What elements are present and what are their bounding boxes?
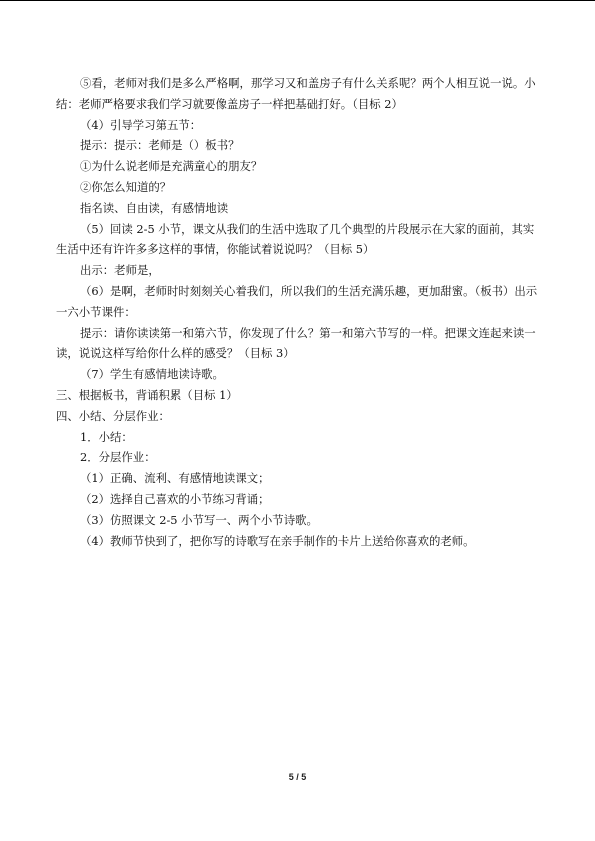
page-number: 5 / 5 xyxy=(288,772,307,782)
section-heading: 四、小结、分层作业： xyxy=(56,408,170,423)
paragraph: （6）是啊，老师时时刻刻关心着我们，所以我们的生活充满乐趣，更加甜蜜。（板书）出示一六小节课件： xyxy=(56,283,538,319)
list-item: （4）教师节快到了，把你写的诗歌写在亲手制作的卡片上送给你喜欢的老师。 xyxy=(80,533,475,548)
paragraph: ②你怎么知道的？ xyxy=(80,179,172,194)
paragraph: （7）学生有感情地读诗歌。 xyxy=(80,367,224,382)
list-item: 1．小结： xyxy=(80,429,133,444)
list-item: 2．分层作业： xyxy=(80,450,156,465)
paragraph: 指名读、自由读，有感情地读 xyxy=(80,200,229,215)
paragraph: ⑤看，老师对我们是多么严格啊，那学习又和盖房子有什么关系呢？两个人相互说一说。小结：老师严格要求我们学习就要像盖房子一样把基础打好。（目标 2） xyxy=(56,76,536,111)
header-rule xyxy=(0,0,595,1)
list-item: （3）仿照课文 2-5 小节写一、两个小节诗歌。 xyxy=(80,512,318,527)
paragraph: （5）回读 2-5 小节，课文从我们的生活中选取了几个典型的片段展示在大家的面前，其实生活中还有许许多多这样的事情，你能试着说说吗？（目标 5） xyxy=(56,221,535,257)
list-item: （2）选择自己喜欢的小节练习背诵； xyxy=(80,491,270,506)
paragraph: （4）引导学习第五节： xyxy=(80,117,202,132)
paragraph: 提示：提示：老师是（）板书？ xyxy=(80,138,240,153)
paragraph: 提示：请你读读第一和第六节，你发现了什么？第一和第六节写的一样。把课文连起来读一读，说说这样写给你什么样的感受？（目标 3） xyxy=(56,325,536,361)
document-body xyxy=(56,73,538,551)
paragraph: ①为什么说老师是充满童心的朋友？ xyxy=(80,159,263,174)
section-heading: 三、根据板书，背诵积累（目标 1） xyxy=(56,387,238,402)
list-item: （1）正确、流利、有感情地读课文； xyxy=(80,471,270,486)
paragraph: 出示：老师是， xyxy=(80,263,160,278)
